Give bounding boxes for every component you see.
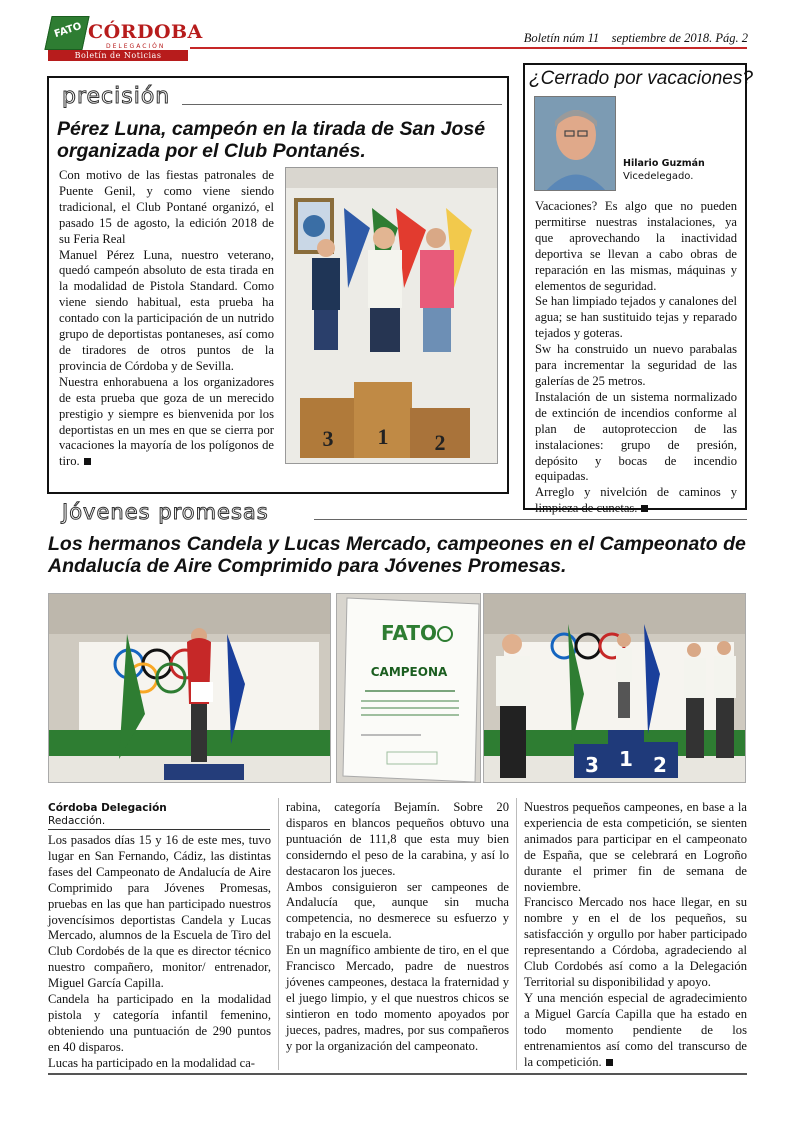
page-bottom-rule [48, 1073, 747, 1075]
podium-photo [285, 167, 498, 464]
article2-paragraph: Lucas ha participado en la modalidad ca- [48, 1055, 256, 1070]
diploma-title: CAMPEONA [370, 665, 448, 679]
article1-paragraph: Nuestra enhorabuena a los organizadores de esta prueba que goza de un merecido prestigio y siempre es bienvenida por los deportistas en un mes en que se cierra por vacaciones la mayoría de los polígonos de tiro. [59, 374, 274, 469]
author-portrait-illustration [535, 97, 616, 191]
author-name: Hilario Guzmán [623, 158, 705, 169]
end-mark-icon [84, 458, 91, 465]
sidebar-paragraph: Se han limpiado tejados y canalones del agua; se han sustituido tejas y reparado tejados y goteras. [535, 294, 737, 341]
article2-headline: Los hermanos Candela y Lucas Mercado, campeones en el Campeonato de Andalucía de Aire Comprimido para Jóvenes Promesas. [48, 533, 746, 577]
end-mark-icon [606, 1059, 613, 1066]
header-rule [190, 47, 747, 49]
article1-headline: Pérez Luna, campeón en la tirada de San José organizada por el Club Pontanés. [57, 118, 486, 162]
article2-paragraph: Y una mención especial de agradecimiento a Miguel García Capilla que ha estado en todo momento pendiente de los entrenamientos así como del transcurso de la competición. [524, 990, 747, 1069]
article2-column-1 [48, 833, 271, 1072]
byline-role: Redacción. [48, 815, 106, 827]
article2-paragraph: Nuestros pequeños campeones, en base a la experiencia de esta competición, se sienten animados para participar en el campeonato de España, que se celebrará en Logroño durante el primer fin de semana de noviembre. [524, 800, 747, 894]
podium-number: 1 [619, 747, 633, 771]
byline-name: Córdoba Delegación [48, 802, 167, 814]
podium-photo-illustration [286, 168, 498, 464]
article1-paragraph: Manuel Pérez Luna, nuestro veterano, quedó campeón absoluto de esta tirada en la modalidad de Pistola Standard. Como viene siendo habitual, esta prueba ha contado con la participación de un nutrido grupo de deportistas pontaneses, así como de tiradores de otros puntos de la provincia de Córdoba y de Sevilla. [59, 247, 274, 373]
end-mark-icon [641, 505, 648, 512]
article2-paragraph: Los pasados días 15 y 16 de este mes, tuvo lugar en San Fernando, Cádiz, las distintas fases del Campeonato de Andalucía de Aire Comprimido para Jóvenes Promesas, pruebas en las que han participado nuestros jovencísimos deportistas Candela y Lucas Mercado, alumnos de la Escuela de Tiro del Club Cordobés de la que es director técnico nuestro compañero, monitor/ entrenador, Miguel García Capilla. [48, 833, 271, 991]
article2-paragraph: Francisco Mercado nos hace llegar, en su nombre y en el de los pequeños, su satisfacción y orgullo por haber participado representando a Córdoba, agradeciendo al Club Cordobés así como a la Delegación Territorial su disponibilidad y apoyo. [524, 895, 747, 989]
diploma-illustration [337, 594, 481, 783]
article2-paragraph: En un magnífico ambiente de tiro, en el que Francisco Mercado, padre de nuestros jóvenes campeones, destaca la fraternidad y el juego limpio, y el que nuestros chicos se sintieron en todo momento apoyados por jueces, padres, madres, por sus compañeros y por la organización del campeonato. [286, 943, 509, 1053]
podium-number: 1 [377, 424, 389, 449]
lucas-photo [483, 593, 746, 783]
lucas-photo-illustration [484, 594, 746, 783]
article2-column-3 [524, 800, 747, 1070]
diploma-photo [336, 593, 481, 783]
logo-subtitle: DELEGACIÓN [106, 43, 166, 50]
podium-number: 2 [434, 430, 446, 455]
sidebar-paragraph: Instalación de un sistema normalizado de extinción de incendios conforme al plan de autoproteccion de las instalaciones: grupo de presión, depósito y bocas de incendio equipadas. [535, 389, 737, 484]
candela-photo [48, 593, 331, 783]
article1-body [59, 168, 274, 470]
column-divider [516, 798, 517, 1070]
article2-paragraph: Candela ha participado en la modalidad pistola y categoría infantil femenino, obteniendo una puntuación de 290 puntos en 40 disparos. [48, 992, 271, 1054]
sidebar-paragraph: Sw ha construido un nuevo parabalas para incrementar la seguridad de las galerías de 25 metros. [535, 342, 737, 388]
author-role: Vicedelegado. [623, 171, 694, 182]
article2-paragraph: rabina, categoría Bejamín. Sobre 20 disparos en blancos pequeños obtuvo una puntuación de 111,8 que esta muy bien considerndo el peso de la carabina, y así lo destacaron los jueces. [286, 800, 509, 878]
section-tag-precision: precisión [62, 84, 171, 109]
candela-photo-illustration [49, 594, 331, 783]
sidebar-title: ¿Cerrado por vacaciones? [529, 68, 753, 89]
section-tag-rule [182, 104, 502, 105]
sidebar-paragraph: Vacaciones? Es algo que no pueden permitirse nuestras instalaciones, ya que aprovechando la inactividad deportiva se llevan a cabo obras de reparación en las mismas, máquinas y elementos de seguridad. [535, 199, 737, 293]
diploma-logo: FATO [381, 621, 437, 645]
issue-meta: Boletín núm 11 septiembre de 2018. Pág. 2 [523, 31, 748, 45]
podium-number: 3 [322, 426, 334, 451]
article1-paragraph: Con motivo de las fiestas patronales de Puente Genil, y como viene siendo tradicional, el Club Pontané organizó, el pasado 15 de agosto, la edición 2018 de su Feria Real [59, 168, 274, 246]
section-tag-rule [314, 519, 747, 520]
sidebar-body [535, 199, 737, 517]
delegation-logo [48, 16, 203, 62]
podium-number: 3 [585, 753, 599, 777]
sidebar-paragraph: Arreglo y nivelción de caminos y limpieza de cunetas. [535, 485, 737, 516]
logo-name: CÓRDOBA [88, 21, 203, 43]
author-portrait [534, 96, 616, 191]
column-divider [278, 798, 279, 1070]
podium-number: 2 [653, 753, 667, 777]
logo-band: Boletín de Noticias [48, 50, 188, 61]
section-tag-jovenes: Jóvenes promesas [62, 500, 269, 524]
logo-badge-text: FATO [52, 20, 83, 41]
article2-column-2 [286, 800, 509, 1055]
byline-rule [48, 829, 270, 830]
article2-paragraph: Ambos consiguieron ser campeones de Andalucía que, aunque sin mucha competencia, no desmerece su esfuerzo y trabajo en la escuela. [286, 879, 509, 942]
